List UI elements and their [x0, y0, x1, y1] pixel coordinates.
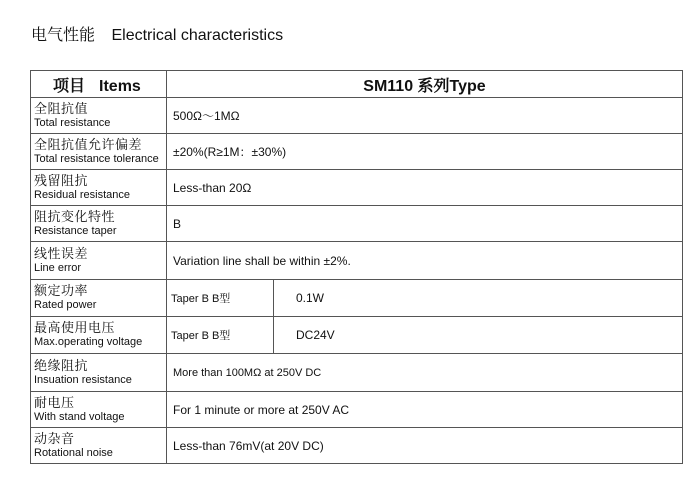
title-en: Electrical characteristics [111, 27, 284, 44]
row-label [31, 317, 167, 354]
label-en: Line error [34, 261, 82, 274]
label-en: Rated power [34, 299, 97, 311]
label-en: Residual resistance [34, 188, 130, 201]
row-label [31, 134, 167, 170]
label-zh: 耐电压 [34, 394, 75, 410]
table-header-row [31, 71, 683, 98]
row-value-split [167, 280, 683, 317]
label-zh: 全阻抗值允许偏差 [34, 136, 143, 152]
label-en: With stand voltage [34, 410, 125, 423]
page-title [31, 22, 283, 45]
label-zh: 阻抗变化特性 [34, 208, 116, 224]
header-type: SM110 系列Type [167, 71, 683, 98]
header-items-en: Items [99, 77, 141, 95]
row-label [31, 242, 167, 280]
table-row [31, 170, 683, 206]
row-label [31, 170, 167, 206]
taper-label: Taper B B型 [167, 317, 274, 353]
table-row [31, 428, 683, 464]
row-label [31, 98, 167, 134]
header-items [31, 71, 167, 98]
row-value-split [167, 317, 683, 354]
label-zh: 残留阻抗 [34, 172, 89, 188]
label-en: Resistance taper [34, 224, 117, 237]
row-value: Variation line shall be within ±2%. [167, 242, 683, 280]
taper-label: Taper B B型 [167, 280, 274, 316]
row-value: ±20%(R≥1M：±30%) [167, 134, 683, 170]
row-label [31, 392, 167, 428]
row-value: 500Ω～1MΩ [167, 98, 683, 134]
table-row [31, 242, 683, 280]
label-zh: 线性误差 [34, 245, 89, 261]
row-label [31, 280, 167, 317]
table-row [31, 280, 683, 317]
label-zh: 额定功率 [34, 283, 89, 298]
table-row [31, 317, 683, 354]
row-value: Less-than 20Ω [167, 170, 683, 206]
row-label [31, 354, 167, 392]
row-value: More than 100MΩ at 250V DC [167, 354, 683, 392]
electrical-characteristics-table [30, 70, 683, 464]
table-row [31, 354, 683, 392]
label-zh: 最高使用电压 [34, 320, 116, 335]
label-en: Total resistance tolerance [34, 152, 159, 165]
label-en: Max.operating voltage [34, 336, 143, 348]
label-en: Rotational noise [34, 446, 113, 459]
table-row [31, 134, 683, 170]
rated-power-value: 0.1W [296, 291, 325, 305]
label-zh: 全阻抗值 [34, 100, 89, 116]
max-voltage-value: DC24V [296, 328, 335, 342]
table-row [31, 206, 683, 242]
header-items-zh: 项目 [53, 77, 86, 95]
row-value: Less-than 76mV(at 20V DC) [167, 428, 683, 464]
table-row [31, 392, 683, 428]
label-en: Total resistance [34, 116, 111, 129]
table-row [31, 98, 683, 134]
label-zh: 动杂音 [34, 430, 75, 446]
row-value: For 1 minute or more at 250V AC [167, 392, 683, 428]
title-zh: 电气性能 [31, 27, 96, 44]
label-zh: 绝缘阻抗 [34, 357, 89, 373]
label-en: Insuation resistance [34, 373, 132, 386]
row-label [31, 206, 167, 242]
row-value: B [167, 206, 683, 242]
row-label [31, 428, 167, 464]
